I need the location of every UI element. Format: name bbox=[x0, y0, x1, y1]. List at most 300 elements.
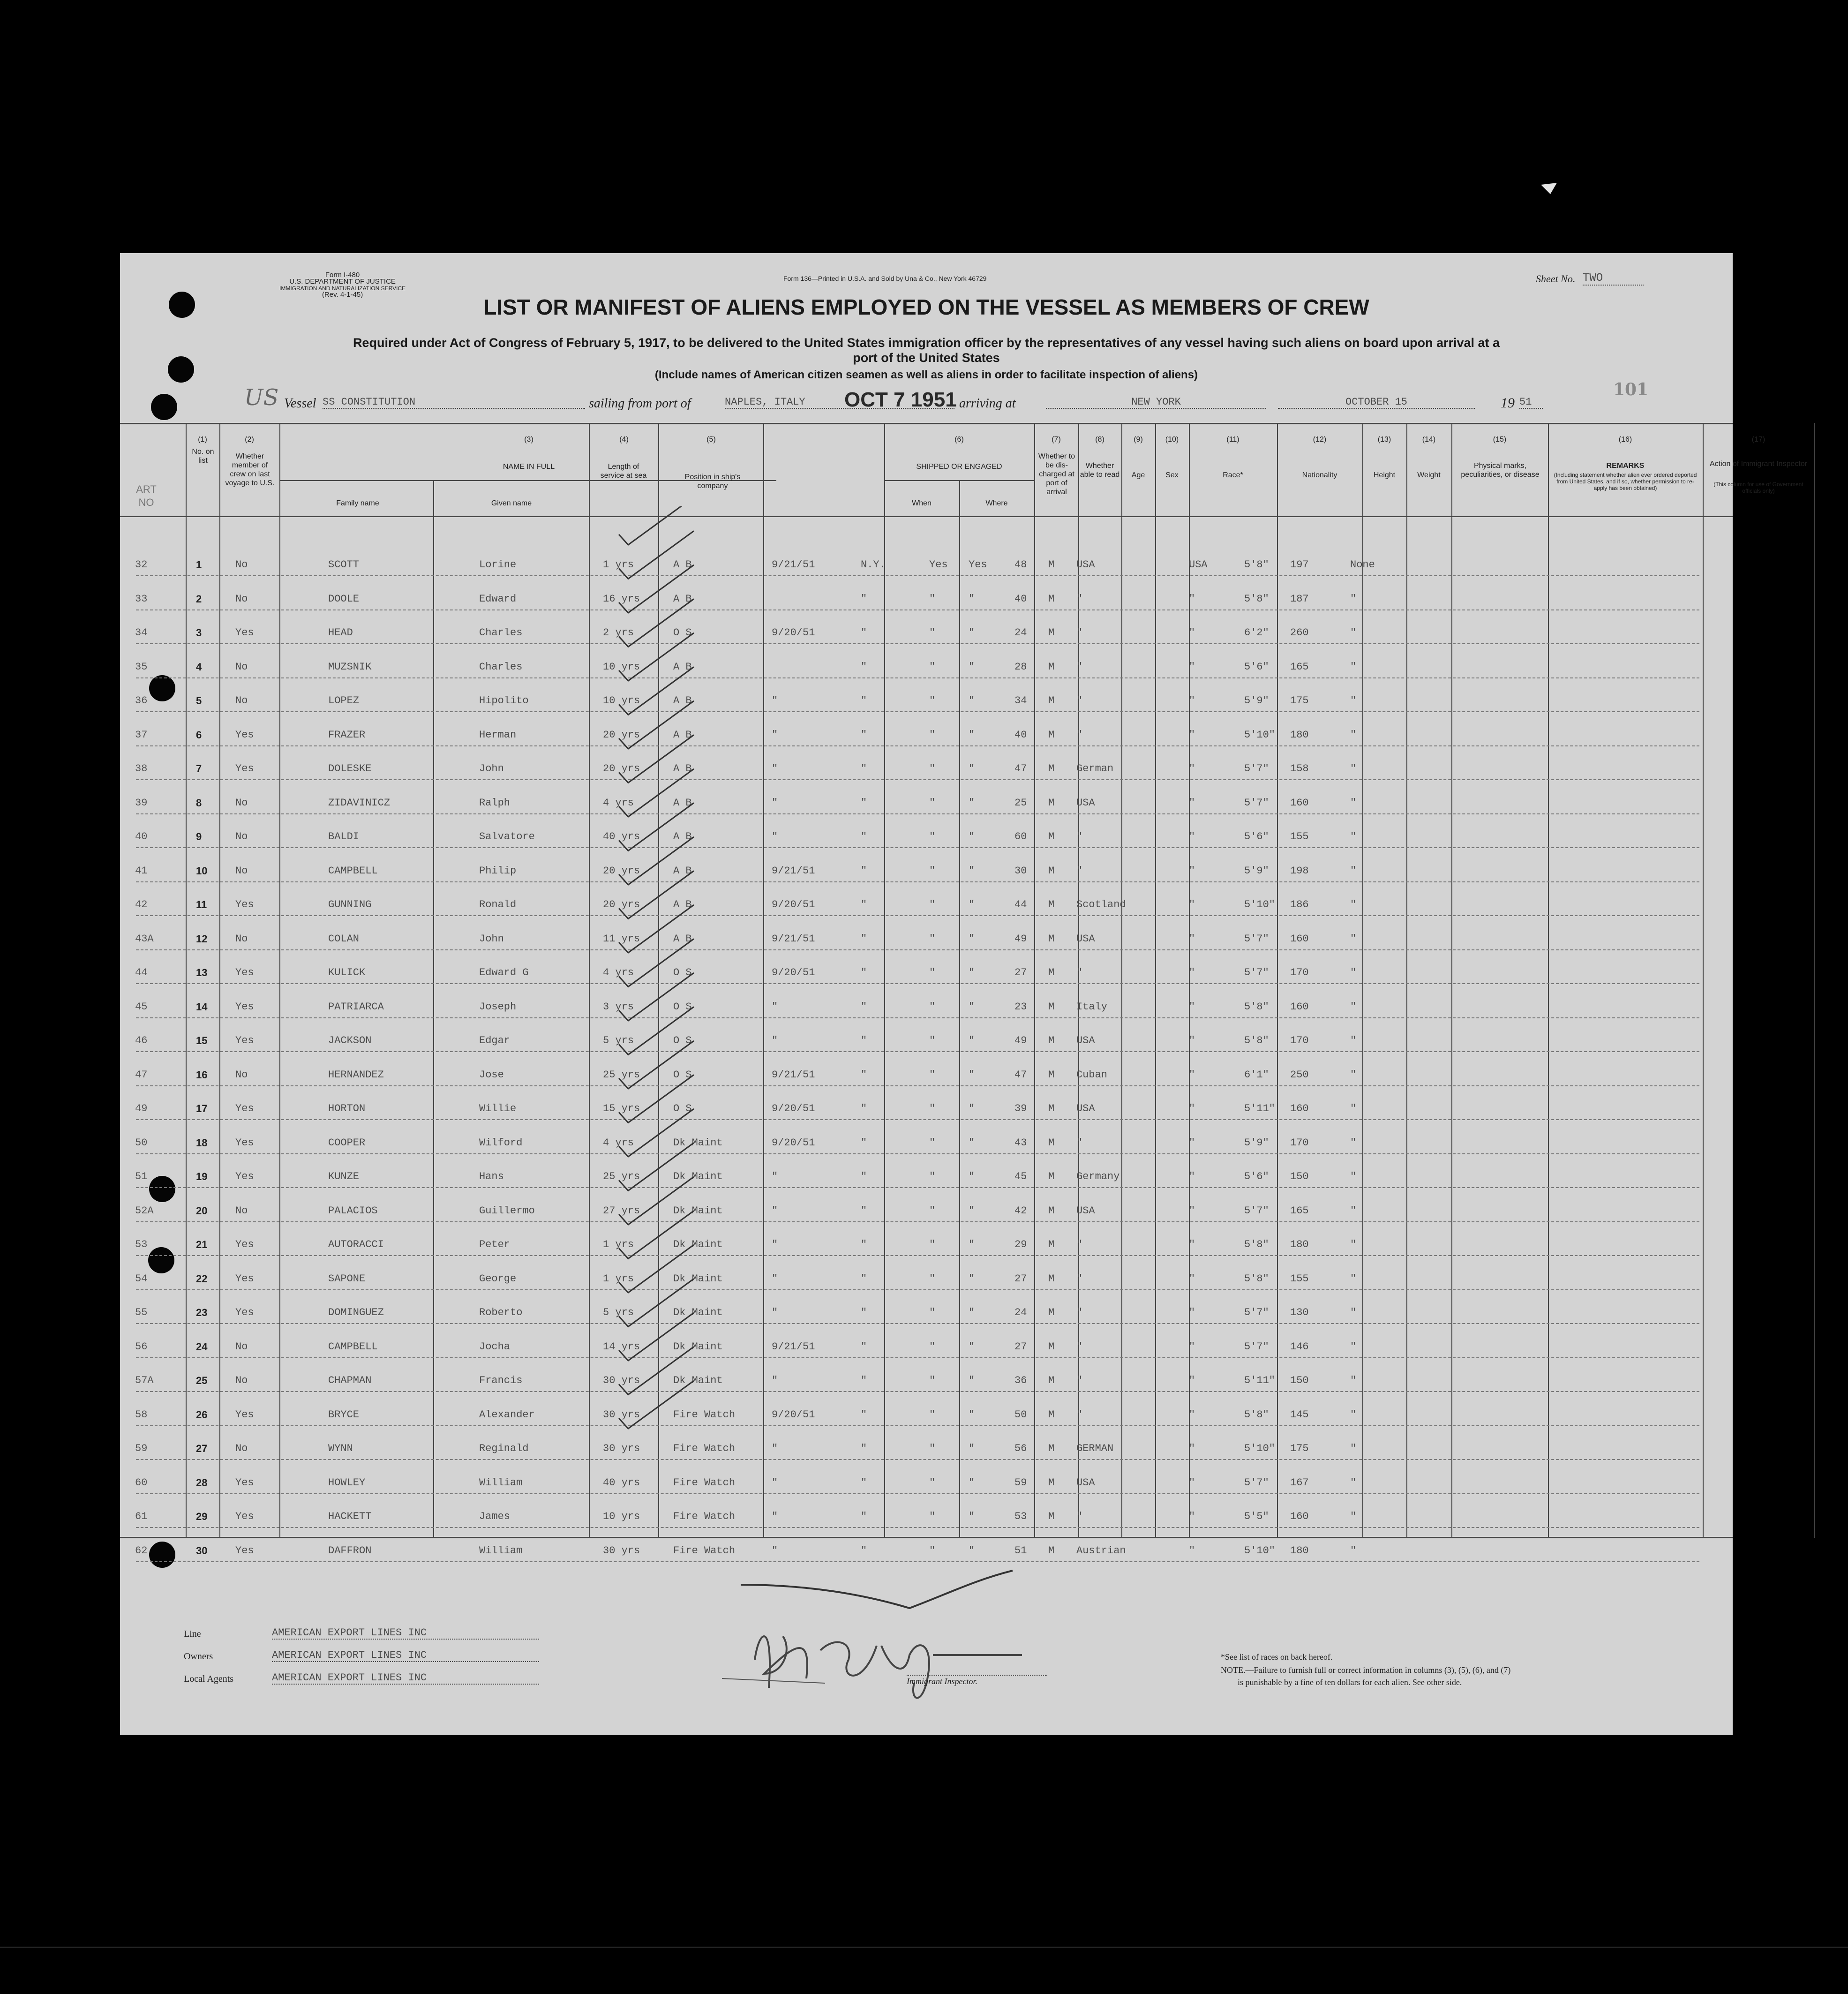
table-row bbox=[0, 1161, 1848, 1195]
cell-weight: 250 bbox=[1290, 1068, 1309, 1081]
cell-position: Fire Watch bbox=[673, 1544, 736, 1557]
cell-race: " bbox=[1076, 1307, 1083, 1318]
table-row bbox=[0, 889, 1848, 923]
cell-age: 27 bbox=[1014, 1272, 1027, 1285]
cell-marks: " bbox=[1350, 1307, 1357, 1318]
cell-position: O S bbox=[673, 1035, 692, 1046]
row-rule bbox=[136, 1187, 1699, 1188]
cell-given: William bbox=[479, 1544, 523, 1557]
form-number: Form I-480 bbox=[325, 271, 360, 279]
cell-height: 5'8" bbox=[1244, 559, 1269, 571]
cell-where: " bbox=[861, 661, 867, 673]
cell-when: " bbox=[772, 1476, 778, 1489]
cell-where: " bbox=[861, 967, 867, 978]
cell-art: 32 bbox=[135, 559, 148, 571]
cell-weight: 160 bbox=[1290, 1001, 1309, 1013]
cell-marks: " bbox=[1350, 1001, 1357, 1013]
arrival-date-stamp: OCT 7 1951 bbox=[844, 388, 957, 411]
cell-race: " bbox=[1076, 1136, 1083, 1149]
check-mark bbox=[619, 531, 694, 579]
cell-height: 5'6" bbox=[1244, 661, 1269, 673]
cell-discharged: " bbox=[929, 797, 936, 809]
cell-read: " bbox=[969, 1272, 975, 1285]
cell-prev: Yes bbox=[235, 1408, 254, 1421]
cell-race: Germany bbox=[1076, 1171, 1120, 1182]
cell-nationality: " bbox=[1189, 1307, 1195, 1318]
cell-marks: " bbox=[1350, 1035, 1357, 1046]
cell-nationality: " bbox=[1189, 1103, 1195, 1114]
cell-nationality: USA bbox=[1189, 559, 1208, 571]
cell-height: 5'9" bbox=[1244, 1136, 1269, 1149]
cell-family: PATRIARCA bbox=[328, 1001, 384, 1013]
cell-sex: M bbox=[1048, 763, 1055, 775]
cell-position: A B bbox=[673, 729, 692, 741]
cell-age: 59 bbox=[1014, 1476, 1027, 1489]
col3-number: (3) bbox=[524, 436, 533, 444]
cell-marks: " bbox=[1350, 1340, 1357, 1353]
cell-service: 1 yrs bbox=[603, 1239, 634, 1250]
arrival-date: OCTOBER 15 bbox=[1278, 396, 1475, 409]
cell-given: Herman bbox=[479, 729, 517, 741]
row-rule bbox=[136, 1357, 1699, 1358]
check-mark bbox=[619, 1245, 694, 1293]
table-row bbox=[0, 1025, 1848, 1059]
cell-discharged: " bbox=[929, 1001, 936, 1013]
row-rule bbox=[136, 745, 1699, 746]
cell-height: 5'11" bbox=[1244, 1103, 1276, 1114]
races-note: *See list of races on back hereof. bbox=[1221, 1652, 1333, 1662]
cell-when: " bbox=[772, 1375, 778, 1386]
cell-weight: 158 bbox=[1290, 763, 1309, 775]
cell-when: 9/21/51 bbox=[772, 933, 815, 945]
cell-where: " bbox=[861, 593, 867, 605]
cell-art: 46 bbox=[135, 1035, 148, 1046]
cell-sex: M bbox=[1048, 1340, 1055, 1353]
check-mark bbox=[619, 803, 694, 851]
row-rule bbox=[136, 1255, 1699, 1256]
cell-sex: M bbox=[1048, 899, 1055, 910]
cell-family: DOLESKE bbox=[328, 763, 372, 775]
cell-read: " bbox=[969, 831, 975, 843]
col15-header: Physical marks, peculiarities, or disease bbox=[1461, 462, 1540, 479]
cell-prev: No bbox=[235, 797, 248, 809]
cell-read: " bbox=[969, 1035, 975, 1046]
table-row bbox=[0, 957, 1848, 991]
cell-service: 16 yrs bbox=[603, 593, 640, 605]
cell-family: AUTORACCI bbox=[328, 1239, 384, 1250]
col1-number: (1) bbox=[198, 436, 207, 444]
cell-age: 47 bbox=[1014, 1068, 1027, 1081]
cell-no: 11 bbox=[196, 899, 207, 910]
cell-art: 60 bbox=[135, 1476, 148, 1489]
check-mark bbox=[619, 905, 694, 953]
cell-prev: Yes bbox=[235, 1544, 254, 1557]
cell-race: USA bbox=[1076, 1204, 1095, 1217]
cell-no: 12 bbox=[196, 933, 208, 945]
check-mark bbox=[619, 701, 694, 749]
cell-prev: No bbox=[235, 695, 248, 707]
cell-given: Willie bbox=[479, 1103, 517, 1114]
row-rule bbox=[136, 1153, 1699, 1154]
sailing-port: NAPLES, ITALY bbox=[725, 396, 954, 409]
check-mark bbox=[619, 1211, 694, 1259]
cell-where: " bbox=[861, 1204, 867, 1217]
cell-art: 58 bbox=[135, 1408, 148, 1421]
arriving-port: NEW YORK bbox=[1046, 396, 1266, 409]
cell-race: German bbox=[1076, 763, 1114, 775]
cell-service: 30 yrs bbox=[603, 1375, 640, 1386]
cell-family: BRYCE bbox=[328, 1408, 360, 1421]
cell-marks: " bbox=[1350, 1544, 1357, 1557]
cell-service: 14 yrs bbox=[603, 1340, 640, 1353]
cell-weight: 170 bbox=[1290, 1035, 1309, 1046]
cell-read: " bbox=[969, 661, 975, 673]
cell-marks: " bbox=[1350, 1204, 1357, 1217]
col8-number: (8) bbox=[1095, 436, 1104, 444]
row-rule bbox=[136, 881, 1699, 882]
cell-position: A B bbox=[673, 899, 692, 910]
cell-race: " bbox=[1076, 627, 1083, 639]
cell-sex: M bbox=[1048, 559, 1055, 571]
cell-service: 20 yrs bbox=[603, 865, 640, 877]
check-mark bbox=[619, 1381, 694, 1429]
col14-number: (14) bbox=[1422, 436, 1436, 444]
cell-weight: 175 bbox=[1290, 695, 1309, 707]
cell-weight: 165 bbox=[1290, 661, 1309, 673]
cell-discharged: " bbox=[929, 899, 936, 910]
cell-discharged: " bbox=[929, 865, 936, 877]
cell-race: Italy bbox=[1076, 1001, 1108, 1013]
row-rule bbox=[136, 1289, 1699, 1290]
cell-art: 54 bbox=[135, 1272, 148, 1285]
table-row bbox=[0, 1060, 1848, 1093]
cell-position: Dk Maint bbox=[673, 1307, 723, 1318]
cell-nationality: " bbox=[1189, 593, 1195, 605]
cell-nationality: " bbox=[1189, 1272, 1195, 1285]
cell-read: " bbox=[969, 1544, 975, 1557]
cell-service: 40 yrs bbox=[603, 1476, 640, 1489]
cell-sex: M bbox=[1048, 1001, 1055, 1013]
cell-age: 40 bbox=[1014, 729, 1027, 741]
cell-family: KUNZE bbox=[328, 1171, 360, 1182]
cell-sex: M bbox=[1048, 1136, 1055, 1149]
table-row bbox=[0, 753, 1848, 787]
sheet-number: TWO bbox=[1583, 272, 1644, 286]
cell-no: 2 bbox=[196, 593, 202, 605]
cell-family: WYNN bbox=[328, 1443, 353, 1454]
cell-prev: Yes bbox=[235, 729, 254, 741]
check-mark bbox=[619, 565, 694, 613]
cell-where: " bbox=[861, 1272, 867, 1285]
cell-sex: M bbox=[1048, 695, 1055, 707]
cell-nationality: " bbox=[1189, 1136, 1195, 1149]
cell-art: 41 bbox=[135, 865, 148, 877]
cell-sex: M bbox=[1048, 1443, 1055, 1454]
cell-where: " bbox=[861, 1544, 867, 1557]
table-row bbox=[0, 821, 1848, 855]
cell-no: 21 bbox=[196, 1239, 208, 1250]
penalty-note-2: is punishable by a fine of ten dollars for each alien. See other side. bbox=[1238, 1678, 1462, 1687]
cell-where: " bbox=[861, 797, 867, 809]
cell-weight: 186 bbox=[1290, 899, 1309, 910]
cell-art: 42 bbox=[135, 899, 148, 910]
cell-position: Dk Maint bbox=[673, 1272, 723, 1285]
row-rule bbox=[136, 1459, 1699, 1460]
cell-given: Salvatore bbox=[479, 831, 535, 843]
check-mark bbox=[619, 973, 694, 1021]
cell-read: " bbox=[969, 763, 975, 775]
cell-nationality: " bbox=[1189, 967, 1195, 978]
cell-race: " bbox=[1076, 865, 1083, 877]
cell-art: 38 bbox=[135, 763, 148, 775]
cell-nationality: " bbox=[1189, 1544, 1195, 1557]
subtitle-line-3: (Include names of American citizen seamen as well as aliens in order to facilitate inspection of aliens) bbox=[654, 369, 1198, 381]
cell-marks: " bbox=[1350, 1443, 1357, 1454]
cell-weight: 180 bbox=[1290, 1239, 1309, 1250]
cell-marks: " bbox=[1350, 1171, 1357, 1182]
cell-height: 6'1" bbox=[1244, 1068, 1269, 1081]
cell-when: 9/21/51 bbox=[772, 1340, 815, 1353]
cell-family: COOPER bbox=[328, 1136, 366, 1149]
cell-race: USA bbox=[1076, 1035, 1095, 1046]
row-rule bbox=[136, 1527, 1699, 1528]
binder-hole bbox=[151, 394, 177, 420]
cell-given: Wilford bbox=[479, 1136, 523, 1149]
cell-height: 5'7" bbox=[1244, 1204, 1269, 1217]
cell-position: Dk Maint bbox=[673, 1136, 723, 1149]
table-row bbox=[0, 1229, 1848, 1263]
cell-sex: M bbox=[1048, 1171, 1055, 1182]
cell-position: Fire Watch bbox=[673, 1408, 736, 1421]
cell-when: " bbox=[772, 1443, 778, 1454]
cell-prev: Yes bbox=[235, 1476, 254, 1489]
cell-prev: Yes bbox=[235, 1103, 254, 1114]
cell-race: USA bbox=[1076, 933, 1095, 945]
cell-when: 9/20/51 bbox=[772, 967, 815, 978]
cell-age: 25 bbox=[1014, 797, 1027, 809]
agents-value: AMERICAN EXPORT LINES INC bbox=[272, 1672, 539, 1685]
table-row bbox=[0, 924, 1848, 957]
cell-age: 24 bbox=[1014, 1307, 1027, 1318]
stamp-number: 101 bbox=[1613, 380, 1649, 399]
cell-weight: 160 bbox=[1290, 797, 1309, 809]
cell-where: " bbox=[861, 933, 867, 945]
row-rule bbox=[136, 643, 1699, 644]
cell-height: 5'8" bbox=[1244, 593, 1269, 605]
cell-where: " bbox=[861, 865, 867, 877]
cell-marks: " bbox=[1350, 899, 1357, 910]
subtitle-line-1: Required under Act of Congress of February 5, 1917, to be delivered to the United States immigration officer by the representatives of any vessel having such aliens on board upon arrival at a bbox=[353, 336, 1500, 350]
cell-race: " bbox=[1076, 661, 1083, 673]
cell-weight: 180 bbox=[1290, 729, 1309, 741]
row-rule bbox=[136, 1017, 1699, 1018]
cell-service: 20 yrs bbox=[603, 899, 640, 910]
col9-header: Age bbox=[1131, 471, 1145, 479]
cell-nationality: " bbox=[1189, 831, 1195, 843]
cell-position: A B bbox=[673, 695, 692, 707]
cell-nationality: " bbox=[1189, 933, 1195, 945]
cell-prev: No bbox=[235, 1204, 248, 1217]
cell-height: 5'6" bbox=[1244, 831, 1269, 843]
cell-weight: 160 bbox=[1290, 1103, 1309, 1114]
cell-read: Yes bbox=[969, 559, 987, 571]
cell-given: Ronald bbox=[479, 899, 517, 910]
cell-marks: " bbox=[1350, 1103, 1357, 1114]
cell-discharged: " bbox=[929, 1443, 936, 1454]
cell-no: 22 bbox=[196, 1272, 208, 1285]
cell-nationality: " bbox=[1189, 1408, 1195, 1421]
table-row bbox=[0, 1196, 1848, 1229]
cell-given: Guillermo bbox=[479, 1204, 535, 1217]
cell-prev: No bbox=[235, 1443, 248, 1454]
cell-weight: 165 bbox=[1290, 1204, 1309, 1217]
cell-given: Edgar bbox=[479, 1035, 511, 1046]
cell-prev: Yes bbox=[235, 1511, 254, 1522]
cell-discharged: Yes bbox=[929, 559, 948, 571]
cell-where: " bbox=[861, 1307, 867, 1318]
cell-service: 20 yrs bbox=[603, 763, 640, 775]
cell-weight: 130 bbox=[1290, 1307, 1309, 1318]
cell-read: " bbox=[969, 695, 975, 707]
cell-art: 50 bbox=[135, 1136, 148, 1149]
table-row bbox=[0, 1467, 1848, 1501]
cell-prev: Yes bbox=[235, 1001, 254, 1013]
col13-header: Height bbox=[1373, 471, 1396, 479]
cell-no: 23 bbox=[196, 1307, 208, 1318]
cell-sex: M bbox=[1048, 729, 1055, 741]
cell-when: 9/20/51 bbox=[772, 899, 815, 910]
cell-age: 56 bbox=[1014, 1443, 1027, 1454]
cell-when: 9/21/51 bbox=[772, 1068, 815, 1081]
cell-sex: M bbox=[1048, 1103, 1055, 1114]
col15-number: (15) bbox=[1493, 436, 1507, 444]
cell-where: " bbox=[861, 1476, 867, 1489]
cell-service: 5 yrs bbox=[603, 1307, 634, 1318]
cell-race: GERMAN bbox=[1076, 1443, 1114, 1454]
cell-art: 61 bbox=[135, 1511, 148, 1522]
cell-read: " bbox=[969, 593, 975, 605]
cell-family: JACKSON bbox=[328, 1035, 372, 1046]
cell-family: CAMPBELL bbox=[328, 1340, 378, 1353]
col6-header: SHIPPED OR ENGAGED bbox=[916, 463, 1002, 471]
table-row bbox=[0, 1332, 1848, 1365]
cell-nationality: " bbox=[1189, 695, 1195, 707]
check-mark bbox=[619, 1041, 694, 1089]
col11-header: Race* bbox=[1223, 471, 1243, 479]
cell-age: 51 bbox=[1014, 1544, 1027, 1557]
cell-no: 30 bbox=[196, 1544, 208, 1557]
cell-weight: 155 bbox=[1290, 831, 1309, 843]
cell-art: 55 bbox=[135, 1307, 148, 1318]
cell-height: 5'8" bbox=[1244, 1035, 1269, 1046]
cell-where: " bbox=[861, 1340, 867, 1353]
cell-weight: 145 bbox=[1290, 1408, 1309, 1421]
col17-header: Action of Immigrant Inspector bbox=[1709, 460, 1808, 468]
cell-nationality: " bbox=[1189, 1171, 1195, 1182]
cell-weight: 167 bbox=[1290, 1476, 1309, 1489]
cell-given: William bbox=[479, 1476, 523, 1489]
cell-given: Charles bbox=[479, 627, 523, 639]
cell-family: HACKETT bbox=[328, 1511, 372, 1522]
col11-number: (11) bbox=[1226, 436, 1240, 444]
cell-marks: " bbox=[1350, 933, 1357, 945]
sailing-label: sailing from port of bbox=[589, 396, 691, 411]
cell-position: Dk Maint bbox=[673, 1204, 723, 1217]
cell-sex: M bbox=[1048, 865, 1055, 877]
cell-family: DAFFRON bbox=[328, 1544, 372, 1557]
cell-race: " bbox=[1076, 967, 1083, 978]
cell-height: 5'11" bbox=[1244, 1375, 1276, 1386]
cell-position: Dk Maint bbox=[673, 1239, 723, 1250]
table-row bbox=[0, 992, 1848, 1025]
cell-service: 40 yrs bbox=[603, 831, 640, 843]
cell-service: 25 yrs bbox=[603, 1068, 640, 1081]
check-mark bbox=[619, 599, 694, 647]
cell-discharged: " bbox=[929, 593, 936, 605]
cell-age: 50 bbox=[1014, 1408, 1027, 1421]
cell-marks: " bbox=[1350, 729, 1357, 741]
inspector-tick-marks bbox=[600, 506, 778, 1552]
cell-read: " bbox=[969, 797, 975, 809]
cell-when: " bbox=[772, 831, 778, 843]
cell-no: 13 bbox=[196, 967, 208, 978]
shipped-when-header: When bbox=[912, 499, 932, 507]
row-rule bbox=[136, 1391, 1699, 1392]
cell-marks: " bbox=[1350, 1408, 1357, 1421]
arriving-label: arriving at bbox=[959, 396, 1016, 411]
printer-line: Form 136—Printed in U.S.A. and Sold by Una & Co., New York 46729 bbox=[783, 275, 987, 282]
cell-family: SAPONE bbox=[328, 1272, 366, 1285]
cell-nationality: " bbox=[1189, 1511, 1195, 1522]
cell-sex: M bbox=[1048, 593, 1055, 605]
cell-read: " bbox=[969, 1340, 975, 1353]
check-mark bbox=[619, 667, 694, 715]
cell-read: " bbox=[969, 1443, 975, 1454]
cell-where: " bbox=[861, 1171, 867, 1182]
cell-discharged: " bbox=[929, 1035, 936, 1046]
table-row bbox=[0, 549, 1848, 583]
cell-nationality: " bbox=[1189, 1068, 1195, 1081]
cell-when: " bbox=[772, 1239, 778, 1250]
cell-given: Reginald bbox=[479, 1443, 529, 1454]
col2-header: Whether member of crew on last voyage to U.S. bbox=[225, 452, 275, 487]
cell-weight: 175 bbox=[1290, 1443, 1309, 1454]
cell-sex: M bbox=[1048, 661, 1055, 673]
cell-position: A B bbox=[673, 865, 692, 877]
owners-label: Owners bbox=[184, 1651, 213, 1662]
check-mark bbox=[619, 871, 694, 919]
row-rule bbox=[136, 575, 1699, 576]
col12-header: Nationality bbox=[1302, 471, 1337, 479]
form-revision: (Rev. 4-1-45) bbox=[322, 291, 363, 299]
art-no-header: ART NO bbox=[136, 483, 157, 508]
cell-where: " bbox=[861, 729, 867, 741]
cell-discharged: " bbox=[929, 1375, 936, 1386]
cell-given: Joseph bbox=[479, 1001, 517, 1013]
cell-family: PALACIOS bbox=[328, 1204, 378, 1217]
cell-service: 5 yrs bbox=[603, 1035, 634, 1046]
cell-service: 15 yrs bbox=[603, 1103, 640, 1114]
cell-age: 29 bbox=[1014, 1239, 1027, 1250]
cell-position: Fire Watch bbox=[673, 1476, 736, 1489]
cell-weight: 150 bbox=[1290, 1171, 1309, 1182]
cell-no: 28 bbox=[196, 1476, 208, 1489]
cell-read: " bbox=[969, 1068, 975, 1081]
cell-where: " bbox=[861, 1443, 867, 1454]
cell-discharged: " bbox=[929, 1136, 936, 1149]
cell-race: Scotland bbox=[1076, 899, 1126, 910]
cell-no: 8 bbox=[196, 797, 202, 809]
